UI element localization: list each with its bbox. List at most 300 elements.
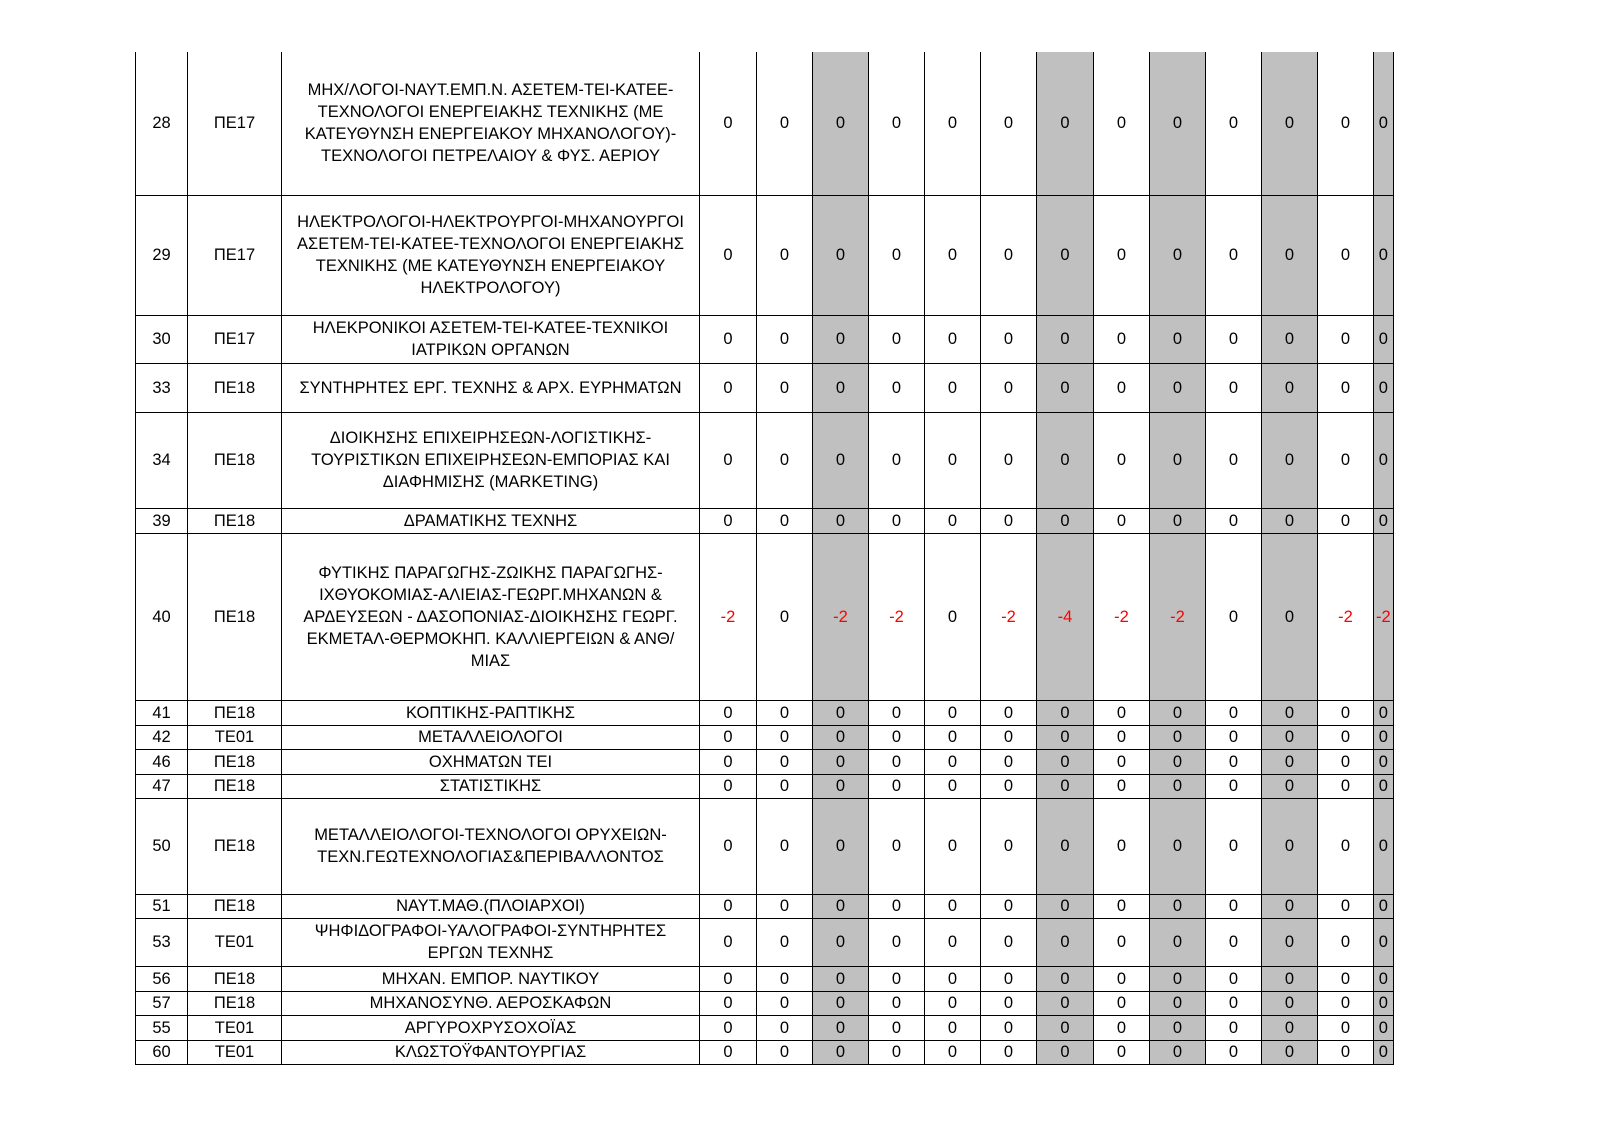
table-row bbox=[136, 363, 1394, 412]
row-value: 0 bbox=[1374, 918, 1394, 966]
row-value: 0 bbox=[700, 412, 757, 508]
row-value: 0 bbox=[1374, 774, 1394, 798]
row-value: 0 bbox=[700, 700, 757, 725]
row-value: 0 bbox=[869, 700, 925, 725]
table-row bbox=[136, 749, 1394, 774]
row-value: 0 bbox=[1374, 1015, 1394, 1040]
table-row bbox=[136, 774, 1394, 798]
row-value: 0 bbox=[925, 918, 981, 966]
table-row bbox=[136, 1015, 1394, 1040]
row-description: ΨΗΦΙΔΟΓΡΑΦΟΙ-ΥΑΛΟΓΡΑΦΟΙ-ΣΥΝΤΗΡΗΤΕΣ ΕΡΓΩΝ ΤΕΧΝΗΣ bbox=[282, 918, 700, 966]
row-value: 0 bbox=[1262, 700, 1318, 725]
row-value: 0 bbox=[1094, 363, 1150, 412]
row-value: 0 bbox=[1094, 894, 1150, 918]
row-branch: ΠΕ18 bbox=[188, 774, 282, 798]
row-value: 0 bbox=[1374, 700, 1394, 725]
row-code: 56 bbox=[136, 966, 188, 991]
row-value: 0 bbox=[1318, 991, 1374, 1015]
row-value: 0 bbox=[813, 412, 869, 508]
row-value: 0 bbox=[1206, 918, 1262, 966]
row-value: 0 bbox=[981, 315, 1037, 363]
row-value: 0 bbox=[1374, 412, 1394, 508]
row-code: 42 bbox=[136, 725, 188, 749]
row-value: 0 bbox=[813, 52, 869, 195]
row-value: 0 bbox=[1206, 195, 1262, 315]
row-branch: ΤΕ01 bbox=[188, 725, 282, 749]
row-value: 0 bbox=[869, 918, 925, 966]
row-value: 0 bbox=[757, 52, 813, 195]
row-value: 0 bbox=[925, 412, 981, 508]
row-value: -2 bbox=[1318, 533, 1374, 700]
row-value: 0 bbox=[700, 991, 757, 1015]
row-value: 0 bbox=[757, 918, 813, 966]
row-value: 0 bbox=[813, 774, 869, 798]
row-code: 40 bbox=[136, 533, 188, 700]
row-value: 0 bbox=[1374, 798, 1394, 894]
row-value: 0 bbox=[700, 315, 757, 363]
row-value: 0 bbox=[700, 918, 757, 966]
row-value: 0 bbox=[757, 749, 813, 774]
row-value: 0 bbox=[1037, 1040, 1094, 1064]
row-value: 0 bbox=[1037, 315, 1094, 363]
row-description: ΟΧΗΜΑΤΩΝ ΤΕΙ bbox=[282, 749, 700, 774]
row-value: 0 bbox=[981, 918, 1037, 966]
row-value: 0 bbox=[925, 749, 981, 774]
row-value: 0 bbox=[869, 363, 925, 412]
row-value: 0 bbox=[813, 991, 869, 1015]
row-value: 0 bbox=[1037, 725, 1094, 749]
row-value: 0 bbox=[1150, 508, 1206, 533]
row-value: 0 bbox=[700, 508, 757, 533]
table-row bbox=[136, 966, 1394, 991]
row-branch: ΠΕ17 bbox=[188, 195, 282, 315]
row-code: 51 bbox=[136, 894, 188, 918]
row-value: 0 bbox=[869, 1040, 925, 1064]
row-value: 0 bbox=[869, 315, 925, 363]
row-value: 0 bbox=[757, 894, 813, 918]
row-value: 0 bbox=[925, 52, 981, 195]
row-value: 0 bbox=[1206, 315, 1262, 363]
row-value: 0 bbox=[813, 700, 869, 725]
row-value: 0 bbox=[1262, 363, 1318, 412]
table-row bbox=[136, 894, 1394, 918]
row-value: 0 bbox=[1150, 52, 1206, 195]
row-description: ΜΗΧΑΝΟΣΥΝΘ. ΑΕΡΟΣΚΑΦΩΝ bbox=[282, 991, 700, 1015]
row-value: 0 bbox=[1206, 508, 1262, 533]
row-value: 0 bbox=[869, 774, 925, 798]
row-value: 0 bbox=[1374, 749, 1394, 774]
row-value: 0 bbox=[813, 749, 869, 774]
row-value: 0 bbox=[981, 700, 1037, 725]
row-value: 0 bbox=[981, 52, 1037, 195]
row-value: 0 bbox=[1094, 1015, 1150, 1040]
row-value: 0 bbox=[1150, 749, 1206, 774]
row-value: 0 bbox=[1206, 966, 1262, 991]
table-row bbox=[136, 508, 1394, 533]
specialty-table bbox=[135, 52, 1394, 1065]
row-value: 0 bbox=[869, 725, 925, 749]
row-value: 0 bbox=[981, 966, 1037, 991]
row-value: 0 bbox=[925, 195, 981, 315]
row-value: 0 bbox=[1037, 991, 1094, 1015]
row-branch: ΠΕ18 bbox=[188, 749, 282, 774]
row-value: 0 bbox=[1318, 918, 1374, 966]
row-value: 0 bbox=[1150, 315, 1206, 363]
row-value: 0 bbox=[1150, 1040, 1206, 1064]
row-value: 0 bbox=[925, 774, 981, 798]
row-value: 0 bbox=[1318, 315, 1374, 363]
row-value: 0 bbox=[1318, 52, 1374, 195]
row-description: ΔΡΑΜΑΤΙΚΗΣ ΤΕΧΝΗΣ bbox=[282, 508, 700, 533]
row-value: 0 bbox=[1262, 412, 1318, 508]
row-value: 0 bbox=[1262, 774, 1318, 798]
row-value: 0 bbox=[1206, 363, 1262, 412]
table-row bbox=[136, 798, 1394, 894]
row-value: 0 bbox=[925, 508, 981, 533]
row-code: 39 bbox=[136, 508, 188, 533]
row-value: 0 bbox=[1037, 412, 1094, 508]
row-value: -2 bbox=[981, 533, 1037, 700]
row-branch: ΠΕ18 bbox=[188, 966, 282, 991]
row-value: 0 bbox=[1094, 315, 1150, 363]
row-value: 0 bbox=[1318, 412, 1374, 508]
row-code: 47 bbox=[136, 774, 188, 798]
row-value: 0 bbox=[1037, 700, 1094, 725]
row-value: 0 bbox=[1150, 894, 1206, 918]
row-value: 0 bbox=[813, 918, 869, 966]
row-value: 0 bbox=[1037, 966, 1094, 991]
row-value: 0 bbox=[1094, 725, 1150, 749]
table-row bbox=[136, 412, 1394, 508]
row-value: 0 bbox=[1262, 195, 1318, 315]
row-value: 0 bbox=[813, 966, 869, 991]
row-value: 0 bbox=[700, 52, 757, 195]
row-value: 0 bbox=[1206, 725, 1262, 749]
row-value: 0 bbox=[1262, 315, 1318, 363]
row-description: ΣΥΝΤΗΡΗΤΕΣ ΕΡΓ. ΤΕΧΝΗΣ & ΑΡΧ. ΕΥΡΗΜΑΤΩΝ bbox=[282, 363, 700, 412]
row-value: 0 bbox=[1037, 508, 1094, 533]
row-value: 0 bbox=[1262, 533, 1318, 700]
row-value: 0 bbox=[700, 725, 757, 749]
row-value: 0 bbox=[1150, 412, 1206, 508]
row-value: 0 bbox=[1262, 725, 1318, 749]
row-code: 55 bbox=[136, 1015, 188, 1040]
row-value: 0 bbox=[757, 363, 813, 412]
row-branch: ΠΕ18 bbox=[188, 991, 282, 1015]
row-value: 0 bbox=[813, 363, 869, 412]
row-value: 0 bbox=[1037, 798, 1094, 894]
row-value: 0 bbox=[1318, 363, 1374, 412]
row-value: 0 bbox=[981, 894, 1037, 918]
row-description: ΗΛΕΚΡΟΝΙΚΟΙ ΑΣΕΤΕΜ-ΤΕΙ-ΚΑΤΕΕ-ΤΕΧΝΙΚΟΙ ΙΑΤΡΙΚΩΝ ΟΡΓΑΝΩΝ bbox=[282, 315, 700, 363]
row-value: 0 bbox=[1318, 894, 1374, 918]
row-branch: ΠΕ17 bbox=[188, 52, 282, 195]
row-value: 0 bbox=[1094, 798, 1150, 894]
row-value: -4 bbox=[1037, 533, 1094, 700]
row-value: 0 bbox=[1094, 52, 1150, 195]
row-value: 0 bbox=[981, 991, 1037, 1015]
row-code: 29 bbox=[136, 195, 188, 315]
row-value: 0 bbox=[981, 798, 1037, 894]
row-value: -2 bbox=[700, 533, 757, 700]
row-value: 0 bbox=[869, 1015, 925, 1040]
row-value: 0 bbox=[925, 1015, 981, 1040]
row-value: 0 bbox=[925, 700, 981, 725]
row-value: 0 bbox=[1150, 918, 1206, 966]
row-code: 33 bbox=[136, 363, 188, 412]
row-value: -2 bbox=[813, 533, 869, 700]
row-description: ΑΡΓΥΡΟΧΡΥΣΟΧΟΪΑΣ bbox=[282, 1015, 700, 1040]
row-value: 0 bbox=[1094, 1040, 1150, 1064]
table-row bbox=[136, 991, 1394, 1015]
row-value: 0 bbox=[757, 798, 813, 894]
row-description: ΦΥΤΙΚΗΣ ΠΑΡΑΓΩΓΗΣ-ΖΩΙΚΗΣ ΠΑΡΑΓΩΓΗΣ-ΙΧΘΥΟΚΟΜΙΑΣ-ΑΛΙΕΙΑΣ-ΓΕΩΡΓ.ΜΗΧΑΝΩΝ & ΑΡΔΕΥΣΕΩΝ - ΔΑΣΟΠΟΝΙΑΣ-ΔΙΟΙΚΗΣΗΣ ΓΕΩΡΓ. ΕΚΜΕΤΑΛ-ΘΕΡΜΟΚΗΠ. ΚΑΛΛΙΕΡΓΕΙΩΝ & ΑΝΘ/ΜΙΑΣ bbox=[282, 533, 700, 700]
row-value: 0 bbox=[1262, 991, 1318, 1015]
row-value: 0 bbox=[1206, 52, 1262, 195]
row-value: 0 bbox=[1037, 918, 1094, 966]
row-value: 0 bbox=[813, 315, 869, 363]
row-value: 0 bbox=[700, 1040, 757, 1064]
row-value: 0 bbox=[1206, 533, 1262, 700]
row-value: 0 bbox=[757, 508, 813, 533]
row-value: 0 bbox=[700, 894, 757, 918]
row-code: 53 bbox=[136, 918, 188, 966]
row-value: 0 bbox=[757, 315, 813, 363]
row-value: 0 bbox=[757, 1015, 813, 1040]
table-body bbox=[136, 52, 1394, 1064]
row-value: 0 bbox=[757, 700, 813, 725]
row-value: 0 bbox=[700, 749, 757, 774]
row-description: ΚΟΠΤΙΚΗΣ-ΡΑΠΤΙΚΗΣ bbox=[282, 700, 700, 725]
row-value: 0 bbox=[1037, 52, 1094, 195]
row-value: 0 bbox=[1150, 774, 1206, 798]
row-value: 0 bbox=[1206, 1015, 1262, 1040]
row-value: 0 bbox=[1150, 725, 1206, 749]
row-value: 0 bbox=[869, 991, 925, 1015]
row-value: 0 bbox=[1318, 725, 1374, 749]
table-row bbox=[136, 1040, 1394, 1064]
row-code: 57 bbox=[136, 991, 188, 1015]
row-value: 0 bbox=[700, 195, 757, 315]
row-value: 0 bbox=[1150, 363, 1206, 412]
row-value: 0 bbox=[1094, 508, 1150, 533]
row-value: 0 bbox=[1374, 195, 1394, 315]
row-value: 0 bbox=[1150, 1015, 1206, 1040]
row-value: 0 bbox=[1037, 1015, 1094, 1040]
row-value: 0 bbox=[1374, 315, 1394, 363]
row-value: 0 bbox=[1037, 749, 1094, 774]
row-value: 0 bbox=[925, 363, 981, 412]
row-description: ΜΗΧΑΝ. ΕΜΠΟΡ. ΝΑΥΤΙΚΟΥ bbox=[282, 966, 700, 991]
row-value: 0 bbox=[700, 774, 757, 798]
table-row bbox=[136, 533, 1394, 700]
row-branch: ΠΕ18 bbox=[188, 363, 282, 412]
row-value: 0 bbox=[757, 195, 813, 315]
row-value: 0 bbox=[981, 1040, 1037, 1064]
table-row bbox=[136, 195, 1394, 315]
row-description: ΜΗΧ/ΛΟΓΟΙ-ΝΑΥΤ.ΕΜΠ.Ν. ΑΣΕΤΕΜ-ΤΕΙ-ΚΑΤΕΕ-ΤΕΧΝΟΛΟΓΟΙ ΕΝΕΡΓΕΙΑΚΗΣ ΤΕΧΝΙΚΗΣ (ΜΕ ΚΑΤΕΥΘΥΝΣΗ ΕΝΕΡΓΕΙΑΚΟΥ ΜΗΧΑΝΟΛΟΓΟΥ)-ΤΕΧΝΟΛΟΓΟΙ ΠΕΤΡΕΛΑΙΟΥ & ΦΥΣ. ΑΕΡΙΟΥ bbox=[282, 52, 700, 195]
row-value: 0 bbox=[1374, 894, 1394, 918]
row-value: 0 bbox=[981, 363, 1037, 412]
row-value: 0 bbox=[981, 412, 1037, 508]
row-value: 0 bbox=[1318, 700, 1374, 725]
row-description: ΜΕΤΑΛΛΕΙΟΛΟΓΟΙ bbox=[282, 725, 700, 749]
row-value: 0 bbox=[925, 725, 981, 749]
row-value: 0 bbox=[1374, 52, 1394, 195]
row-code: 50 bbox=[136, 798, 188, 894]
table-row bbox=[136, 315, 1394, 363]
row-value: 0 bbox=[1150, 966, 1206, 991]
row-branch: ΤΕ01 bbox=[188, 918, 282, 966]
row-value: 0 bbox=[981, 1015, 1037, 1040]
row-value: 0 bbox=[1318, 1015, 1374, 1040]
table-row bbox=[136, 52, 1394, 195]
row-value: 0 bbox=[1094, 749, 1150, 774]
row-value: 0 bbox=[757, 1040, 813, 1064]
row-value: 0 bbox=[1094, 412, 1150, 508]
row-code: 46 bbox=[136, 749, 188, 774]
row-value: 0 bbox=[1037, 363, 1094, 412]
row-value: 0 bbox=[1206, 774, 1262, 798]
row-value: 0 bbox=[813, 1015, 869, 1040]
row-value: 0 bbox=[1262, 894, 1318, 918]
row-value: 0 bbox=[1094, 918, 1150, 966]
row-value: 0 bbox=[869, 966, 925, 991]
row-value: 0 bbox=[925, 991, 981, 1015]
row-value: 0 bbox=[925, 1040, 981, 1064]
row-value: 0 bbox=[981, 195, 1037, 315]
row-value: 0 bbox=[925, 966, 981, 991]
row-value: 0 bbox=[1318, 774, 1374, 798]
row-value: -2 bbox=[1150, 533, 1206, 700]
row-code: 28 bbox=[136, 52, 188, 195]
row-value: -2 bbox=[1094, 533, 1150, 700]
row-value: 0 bbox=[1150, 991, 1206, 1015]
row-value: 0 bbox=[1206, 991, 1262, 1015]
row-value: 0 bbox=[1262, 749, 1318, 774]
row-description: ΗΛΕΚΤΡΟΛΟΓΟΙ-ΗΛΕΚΤΡΟΥΡΓΟΙ-ΜΗΧΑΝΟΥΡΓΟΙ ΑΣΕΤΕΜ-ΤΕΙ-ΚΑΤΕΕ-ΤΕΧΝΟΛΟΓΟΙ ΕΝΕΡΓΕΙΑΚΗΣ ΤΕΧΝΙΚΗΣ (ΜΕ ΚΑΤΕΥΘΥΝΣΗ ΕΝΕΡΓΕΙΑΚΟΥ ΗΛΕΚΤΡΟΛΟΓΟΥ) bbox=[282, 195, 700, 315]
row-value: 0 bbox=[1262, 966, 1318, 991]
row-value: 0 bbox=[1094, 195, 1150, 315]
row-value: 0 bbox=[813, 798, 869, 894]
table-row bbox=[136, 700, 1394, 725]
row-description: ΣΤΑΤΙΣΤΙΚΗΣ bbox=[282, 774, 700, 798]
row-value: 0 bbox=[1262, 1015, 1318, 1040]
row-value: 0 bbox=[1206, 894, 1262, 918]
row-value: 0 bbox=[1150, 700, 1206, 725]
row-value: 0 bbox=[869, 52, 925, 195]
row-branch: ΠΕ18 bbox=[188, 700, 282, 725]
row-value: 0 bbox=[869, 798, 925, 894]
row-value: 0 bbox=[1262, 52, 1318, 195]
row-value: 0 bbox=[869, 894, 925, 918]
row-description: ΝΑΥΤ.ΜΑΘ.(ΠΛΟΙΑΡΧΟΙ) bbox=[282, 894, 700, 918]
row-value: 0 bbox=[757, 725, 813, 749]
row-value: 0 bbox=[925, 798, 981, 894]
row-value: 0 bbox=[813, 725, 869, 749]
table-row bbox=[136, 918, 1394, 966]
row-value: 0 bbox=[1206, 1040, 1262, 1064]
row-value: 0 bbox=[981, 725, 1037, 749]
row-value: 0 bbox=[981, 749, 1037, 774]
row-value: 0 bbox=[1206, 798, 1262, 894]
row-code: 34 bbox=[136, 412, 188, 508]
row-value: 0 bbox=[869, 195, 925, 315]
row-value: 0 bbox=[1150, 195, 1206, 315]
row-value: 0 bbox=[757, 991, 813, 1015]
row-value: 0 bbox=[981, 774, 1037, 798]
row-value: 0 bbox=[700, 1015, 757, 1040]
row-value: 0 bbox=[925, 315, 981, 363]
row-value: 0 bbox=[700, 363, 757, 412]
row-code: 30 bbox=[136, 315, 188, 363]
row-code: 41 bbox=[136, 700, 188, 725]
row-value: 0 bbox=[813, 508, 869, 533]
row-value: 0 bbox=[757, 966, 813, 991]
row-code: 60 bbox=[136, 1040, 188, 1064]
row-branch: ΠΕ18 bbox=[188, 412, 282, 508]
row-value: 0 bbox=[869, 749, 925, 774]
row-value: 0 bbox=[981, 508, 1037, 533]
row-value: 0 bbox=[1206, 700, 1262, 725]
row-value: 0 bbox=[813, 894, 869, 918]
row-branch: ΤΕ01 bbox=[188, 1015, 282, 1040]
row-value: 0 bbox=[1262, 508, 1318, 533]
row-value: 0 bbox=[1262, 918, 1318, 966]
row-value: 0 bbox=[869, 412, 925, 508]
row-value: 0 bbox=[925, 533, 981, 700]
row-description: ΚΛΩΣΤΟΫΦΑΝΤΟΥΡΓΙΑΣ bbox=[282, 1040, 700, 1064]
row-value: 0 bbox=[1094, 700, 1150, 725]
row-branch: ΠΕ18 bbox=[188, 798, 282, 894]
row-value: -2 bbox=[869, 533, 925, 700]
row-value: 0 bbox=[1374, 991, 1394, 1015]
row-value: 0 bbox=[1374, 508, 1394, 533]
row-value: 0 bbox=[1318, 966, 1374, 991]
row-value: 0 bbox=[1037, 894, 1094, 918]
row-value: 0 bbox=[1318, 749, 1374, 774]
row-value: 0 bbox=[1262, 798, 1318, 894]
row-value: 0 bbox=[1318, 1040, 1374, 1064]
row-value: 0 bbox=[1094, 966, 1150, 991]
row-value: 0 bbox=[1318, 195, 1374, 315]
row-value: 0 bbox=[813, 195, 869, 315]
row-value: 0 bbox=[757, 412, 813, 508]
row-value: 0 bbox=[1374, 1040, 1394, 1064]
row-value: 0 bbox=[1374, 966, 1394, 991]
row-value: 0 bbox=[700, 798, 757, 894]
row-branch: ΠΕ18 bbox=[188, 508, 282, 533]
row-branch: ΤΕ01 bbox=[188, 1040, 282, 1064]
row-value: 0 bbox=[757, 533, 813, 700]
row-value: 0 bbox=[1150, 798, 1206, 894]
row-value: 0 bbox=[1037, 774, 1094, 798]
row-value: 0 bbox=[925, 894, 981, 918]
row-description: ΔΙΟΙΚΗΣΗΣ ΕΠΙΧΕΙΡΗΣΕΩΝ-ΛΟΓΙΣΤΙΚΗΣ-ΤΟΥΡΙΣΤΙΚΩΝ ΕΠΙΧΕΙΡΗΣΕΩΝ-ΕΜΠΟΡΙΑΣ ΚΑΙ ΔΙΑΦΗΜΙΣΗΣ (MARKETING) bbox=[282, 412, 700, 508]
row-branch: ΠΕ17 bbox=[188, 315, 282, 363]
row-value: 0 bbox=[1094, 774, 1150, 798]
row-branch: ΠΕ18 bbox=[188, 533, 282, 700]
row-value: 0 bbox=[869, 508, 925, 533]
row-value: 0 bbox=[1037, 195, 1094, 315]
row-value: 0 bbox=[1094, 991, 1150, 1015]
row-value: 0 bbox=[1374, 363, 1394, 412]
row-value: 0 bbox=[1206, 412, 1262, 508]
row-value: 0 bbox=[700, 966, 757, 991]
row-value: 0 bbox=[1262, 1040, 1318, 1064]
row-value: -2 bbox=[1374, 533, 1394, 700]
row-value: 0 bbox=[1318, 798, 1374, 894]
